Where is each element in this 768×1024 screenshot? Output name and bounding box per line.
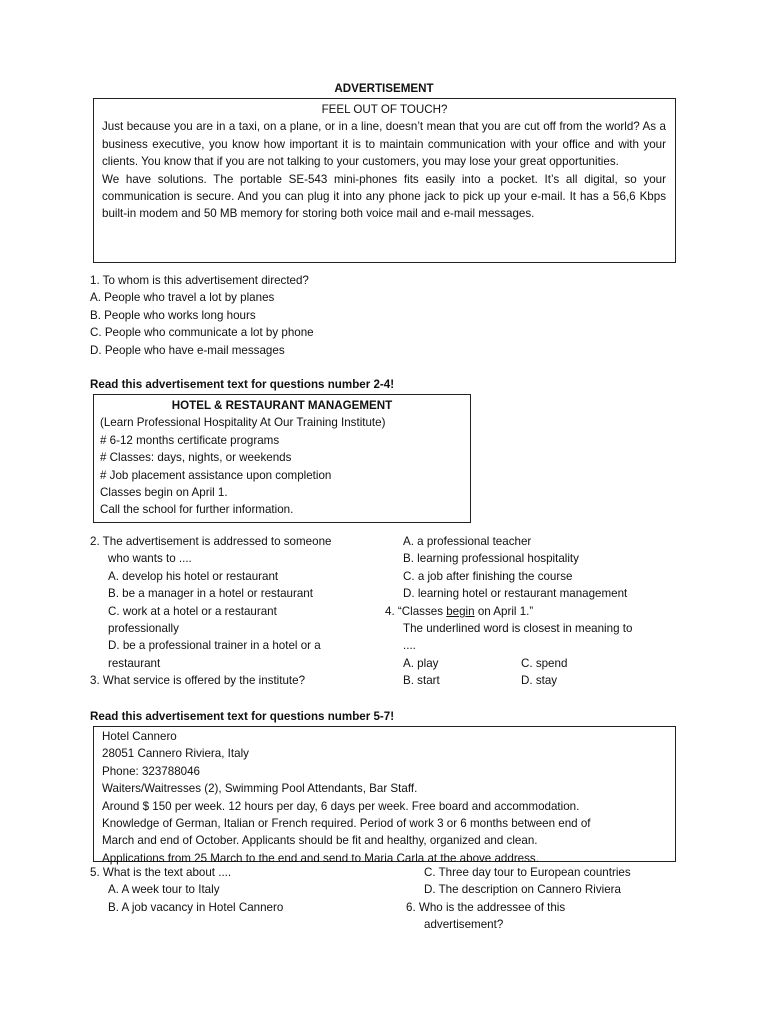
question-1-stem: 1. To whom is this advertisement directed? [90, 274, 309, 287]
ad3-line: 28051 Cannero Riviera, Italy [102, 747, 249, 761]
advertisement-box-2 [93, 394, 471, 523]
question-4-options-row-1 [385, 655, 685, 672]
question-2-option-d: D. be a professional trainer in a hotel or a [108, 639, 321, 653]
ad3-line: Knowledge of German, Italian or French required. Period of work 3 or 6 months between end of [102, 817, 591, 831]
advertisement-box-1 [93, 98, 676, 263]
question-3-4-column [385, 533, 685, 690]
question-5-option-a: A. A week tour to Italy [108, 883, 220, 897]
question-5 [90, 864, 390, 916]
question-1-option-d: D. People who have e-mail messages [90, 343, 285, 357]
advertisement-box-3 [93, 726, 676, 865]
question-6-stem-cont: advertisement? [424, 918, 504, 932]
question-2 [90, 533, 390, 690]
ad2-line: # 6-12 months certificate programs [100, 433, 280, 447]
ad2-title: HOTEL & RESTAURANT MANAGEMENT [171, 399, 393, 412]
advertisement-heading: ADVERTISEMENT [334, 82, 434, 95]
ad3-line: Waiters/Waitresses (2), Swimming Pool Attendants, Bar Staff. [102, 782, 418, 796]
question-4-stem [385, 603, 685, 620]
question-4-stem-line-2: The underlined word is closest in meaning to [403, 622, 633, 636]
ad1-paragraph-2: We have solutions. The portable SE-543 mini-phones fits easily into a pocket. It’s all digital, so your communication is secure. And you can plug it into any phone jack to pick up your e-mail. It has a 56,6 Kbps built-in modem and 50 MB memory for storing both voice mail and e-mail messages. [102, 172, 666, 221]
question-4-option-d: D. stay [521, 674, 558, 688]
ad2-line: Call the school for further information. [100, 503, 294, 517]
question-4-option-b: B. start [403, 674, 440, 688]
question-4-stem-post: on April 1.” [474, 604, 534, 618]
question-5-option-b: B. A job vacancy in Hotel Cannero [108, 900, 284, 914]
question-4-options-row-2 [385, 672, 685, 689]
question-6-stem: 6. Who is the addressee of this [406, 900, 566, 914]
question-2-option-b: B. be a manager in a hotel or restaurant [108, 587, 313, 601]
question-1-option-b: B. People who works long hours [90, 308, 256, 322]
question-2-stem: 2. The advertisement is addressed to someone [90, 535, 332, 548]
question-1-option-a: A. People who travel a lot by planes [90, 291, 275, 305]
question-1 [90, 272, 314, 359]
question-3-option-b: B. learning professional hospitality [403, 552, 579, 566]
question-4-option-a: A. play [403, 656, 439, 670]
question-1-option-c: C. People who communicate a lot by phone [90, 326, 314, 340]
question-3-stem: 3. What service is offered by the institute? [90, 674, 306, 688]
ad2-line: (Learn Professional Hospitality At Our Training Institute) [100, 416, 386, 430]
question-5-option-c: C. Three day tour to European countries [424, 866, 631, 879]
ad3-line: Hotel Cannero [102, 730, 177, 743]
question-5-stem: 5. What is the text about .... [90, 866, 232, 879]
ad3-line: Around $ 150 per week. 12 hours per day, 6 days per week. Free board and accommodation. [102, 799, 580, 813]
question-4-stem-pre: 4. “Classes [385, 604, 447, 618]
question-3-option-a: A. a professional teacher [403, 535, 532, 548]
ad1-paragraph-1: Just because you are in a taxi, on a plane, or in a line, doesn’t mean that you are cut off from the world? As a business executive, you know how important it is to maintain communication with your office and with your clients. You know that if you are not talking to your customers, you may lose your great opportunities. [102, 120, 666, 169]
section-3-instruction: Read this advertisement text for questions number 5-7! [90, 710, 395, 723]
ad3-line: Applications from 25 March to the end and send to Maria Carla at the above address. [102, 851, 539, 865]
section-2-instruction: Read this advertisement text for questions number 2-4! [90, 378, 395, 391]
question-4-option-c: C. spend [521, 656, 568, 670]
question-4-stem-line-3: .... [403, 639, 416, 653]
question-3-option-d: D. learning hotel or restaurant management [403, 587, 628, 601]
question-2-stem-cont: who wants to .... [108, 552, 192, 566]
question-3-option-c: C. a job after finishing the course [403, 569, 573, 583]
question-5-6-column [406, 864, 706, 934]
question-2-option-a: A. develop his hotel or restaurant [108, 569, 279, 583]
ad2-line: # Job placement assistance upon completion [100, 468, 332, 482]
ad2-line: Classes begin on April 1. [100, 486, 228, 500]
ad3-line: Phone: 323788046 [102, 764, 200, 778]
ad1-title: FEEL OUT OF TOUCH? [321, 103, 448, 116]
question-2-option-c: C. work at a hotel or a restaurant [108, 604, 277, 618]
ad3-line: March and end of October. Applicants should be fit and healthy, organized and clean. [102, 834, 538, 848]
question-2-option-c-cont: professionally [108, 622, 179, 636]
ad2-line: # Classes: days, nights, or weekends [100, 451, 292, 465]
underlined-word: begin [446, 604, 475, 618]
question-5-option-d: D. The description on Cannero Riviera [424, 883, 621, 897]
question-2-option-d-cont: restaurant [108, 656, 161, 670]
